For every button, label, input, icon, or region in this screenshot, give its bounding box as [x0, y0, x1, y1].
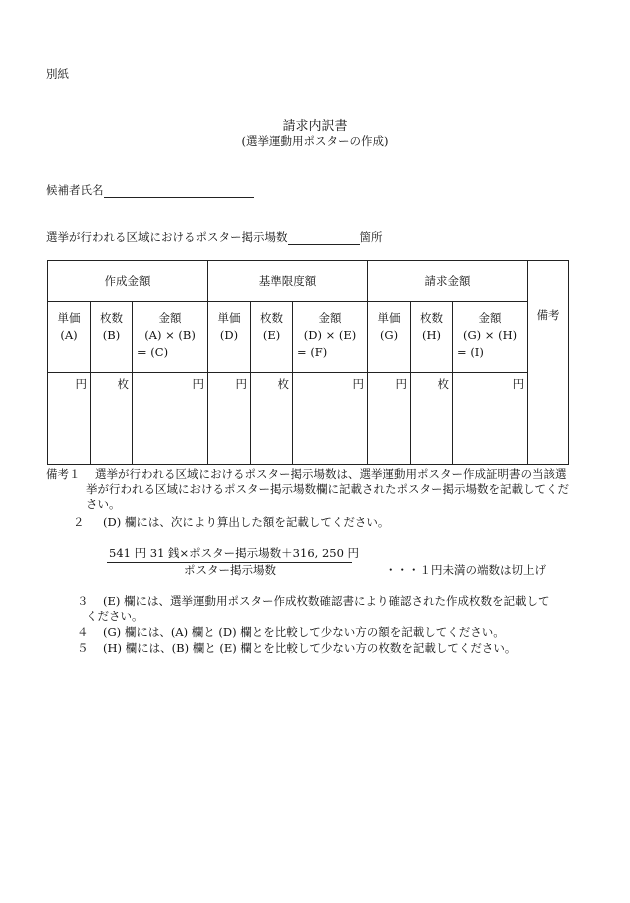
cell-unit-c: 円	[133, 373, 208, 465]
col-header-d: 単価 (D)	[208, 302, 251, 373]
cell-unit-b: 枚	[91, 373, 133, 465]
col-header-f: 金額 (D) × (E) = (F)	[293, 302, 368, 373]
cell-unit-h: 枚	[411, 373, 453, 465]
group-header-limit: 基準限度額	[208, 261, 368, 302]
cell-unit-g: 円	[368, 373, 411, 465]
note-4-text: (G) 欄には、(A) 欄と (D) 欄とを比較して少ない方の額を記載してください。	[103, 625, 505, 639]
document-subtitle: (選挙運動用ポスターの作成)	[241, 134, 389, 148]
note-5-number: ５	[77, 641, 89, 655]
note-1-label: 備考１	[46, 467, 81, 481]
breakdown-table	[47, 260, 569, 465]
candidate-label: 候補者氏名	[46, 183, 104, 197]
group-header-claim: 請求金額	[368, 261, 528, 302]
col-header-h: 枚数 (H)	[411, 302, 453, 373]
cell-unit-a: 円	[48, 373, 91, 465]
note-1-line-2: 挙が行われる区域におけるポスター掲示場数欄に記載されたポスター掲示場数を記載してくだ	[86, 482, 569, 496]
note-3-line-2: ください。	[86, 609, 144, 623]
sites-label: 選挙が行われる区域におけるポスター掲示場数	[46, 230, 288, 244]
group-header-production: 作成金額	[48, 261, 208, 302]
cell-unit-e: 枚	[251, 373, 293, 465]
note-1-line-1: 選挙が行われる区域におけるポスター掲示場数は、選挙運動用ポスター作成証明書の当該選	[95, 467, 567, 481]
note-4-number: ４	[77, 625, 89, 639]
col-header-a: 単価 (A)	[48, 302, 91, 373]
note-5-text: (H) 欄には、(B) 欄と (E) 欄とを比較して少ない方の枚数を記載してください。	[103, 641, 517, 655]
note-2-number: ２	[73, 515, 85, 529]
formula-numerator: 541 円 31 銭×ポスター掲示場数＋316, 250 円	[109, 546, 360, 560]
col-header-g: 単価 (G)	[368, 302, 411, 373]
col-header-e: 枚数 (E)	[251, 302, 293, 373]
note-1-line-3: さい。	[86, 497, 121, 511]
cell-unit-f: 円	[293, 373, 368, 465]
document-title: 請求内訳書	[282, 119, 348, 134]
cell-unit-i: 円	[453, 373, 528, 465]
candidate-name-blank	[104, 184, 254, 198]
sites-unit: 箇所	[359, 230, 383, 244]
col-header-b: 枚数 (B)	[91, 302, 133, 373]
formula-rounding-note: ・・・１円未満の端数は切上げ	[385, 563, 546, 577]
note-3-number: ３	[77, 594, 89, 608]
col-header-i: 金額 (G) × (H) = (I)	[453, 302, 528, 373]
sites-count-blank	[288, 231, 360, 245]
cell-unit-d: 円	[208, 373, 251, 465]
note-3-line-1: (E) 欄には、選挙運動用ポスター作成枚数確認書により確認された作成枚数を記載して	[103, 594, 550, 608]
formula-denominator: ポスター掲示場数	[184, 563, 276, 577]
candidate-name-line	[46, 182, 254, 198]
attachment-label: 別紙	[46, 67, 69, 81]
note-2-text: (D) 欄には、次により算出した額を記載してください。	[103, 515, 390, 529]
col-header-c: 金額 (A) × (B) = (C)	[133, 302, 208, 373]
poster-sites-line	[46, 229, 383, 245]
remarks-header: 備考	[528, 261, 569, 465]
